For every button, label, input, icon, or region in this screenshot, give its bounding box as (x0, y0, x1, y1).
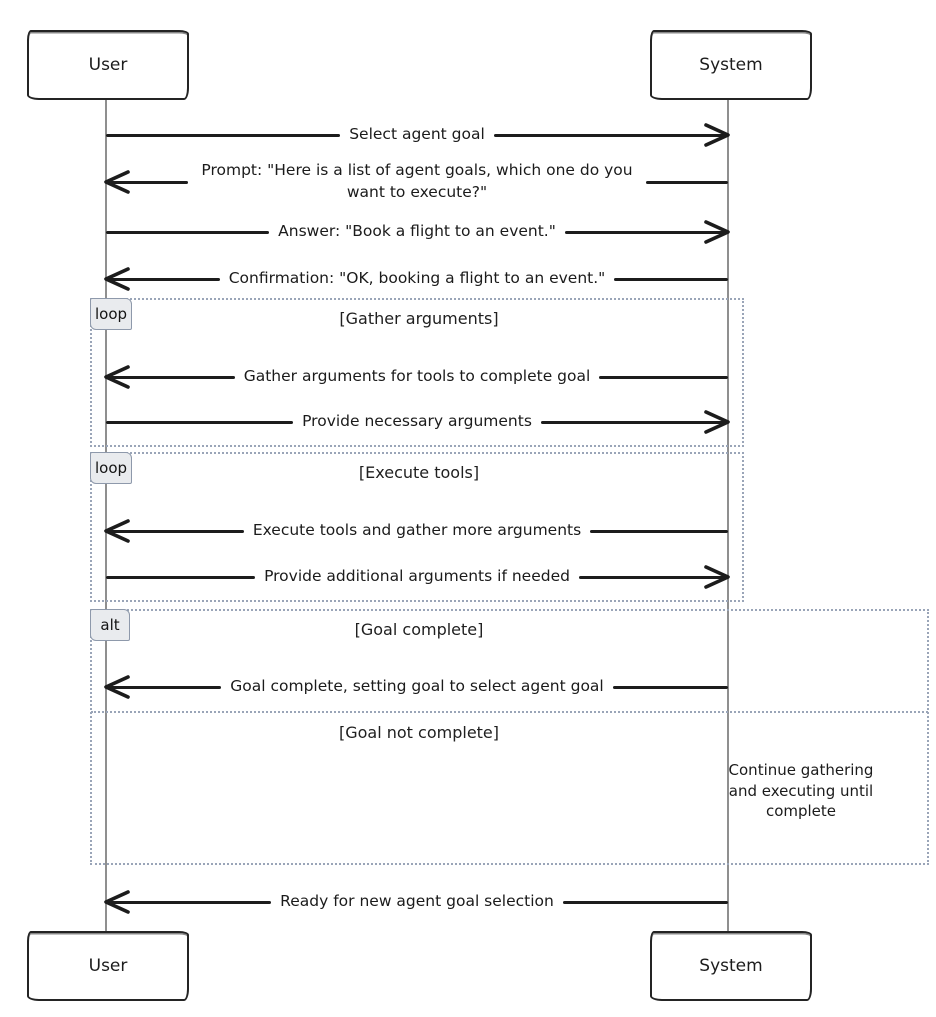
arrowhead-left-icon (104, 365, 131, 389)
message-provide-necessary-arguments (106, 410, 728, 434)
arrow-shaft (106, 231, 269, 234)
note-continue-gathering: Continue gathering and executing until complete (728, 761, 874, 821)
message-label: Select agent goal (349, 125, 485, 144)
arrow-shaft (494, 134, 728, 137)
actor-user-label: User (88, 956, 128, 976)
actor-user-top-box (27, 30, 189, 100)
actor-user-bottom-box (27, 931, 189, 1001)
arrow-shaft (590, 530, 728, 533)
message-label: Gather arguments for tools to complete goal (243, 367, 591, 386)
arrow-shaft (613, 686, 728, 689)
arrow-shaft (106, 421, 293, 424)
alt-condition-goal-not-complete: [Goal not complete] (338, 723, 500, 742)
alt-frame-label: alt (90, 609, 130, 641)
message-gather-arguments (106, 365, 728, 389)
message-select-agent-goal (106, 123, 728, 147)
alt-frame-goal-complete (90, 609, 929, 865)
actor-system-label: System (699, 956, 763, 976)
loop-frame-label: loop (90, 452, 132, 484)
message-provide-additional-arguments (106, 565, 728, 589)
message-label: Provide necessary arguments (302, 412, 532, 431)
message-label: Confirmation: "OK, booking a flight to an event." (228, 269, 606, 288)
arrow-shaft (541, 421, 728, 424)
arrow-shaft (106, 576, 255, 579)
message-label: Provide additional arguments if needed (264, 567, 570, 586)
arrowhead-right-icon (703, 220, 730, 244)
loop-condition-gather-arguments: [Gather arguments] (339, 309, 499, 328)
actor-system-bottom-box (650, 931, 812, 1001)
arrowhead-left-icon (104, 675, 131, 699)
message-execute-tools (106, 519, 728, 543)
arrow-shaft (646, 181, 728, 184)
message-label: Prompt: "Here is a list of agent goals, which one do you want to execute?" (201, 161, 633, 201)
actor-system-top-box (650, 30, 812, 100)
arrowhead-left-icon (104, 890, 131, 914)
arrow-shaft (614, 278, 728, 281)
actor-user-label: User (88, 55, 128, 75)
loop-frame-label: loop (90, 298, 132, 330)
message-label: Execute tools and gather more arguments (252, 521, 582, 540)
arrowhead-left-icon (104, 519, 131, 543)
message-label: Answer: "Book a flight to an event." (278, 222, 556, 241)
arrowhead-right-icon (703, 123, 730, 147)
arrowhead-right-icon (703, 410, 730, 434)
arrowhead-right-icon (703, 565, 730, 589)
arrow-shaft (563, 901, 728, 904)
actor-system-label: System (699, 55, 763, 75)
message-prompt-agent-goals (106, 158, 728, 206)
message-confirmation-booking (106, 267, 728, 291)
alt-divider (91, 711, 928, 713)
message-ready-for-new-goal (106, 890, 728, 914)
arrow-shaft (106, 134, 340, 137)
message-label: Ready for new agent goal selection (280, 892, 554, 911)
arrow-shaft (599, 376, 728, 379)
message-goal-complete (106, 675, 728, 699)
message-label: Goal complete, setting goal to select agent goal (230, 677, 604, 696)
message-answer-book-flight (106, 220, 728, 244)
arrowhead-left-icon (104, 267, 131, 291)
arrowhead-left-icon (104, 170, 131, 194)
alt-condition-goal-complete: [Goal complete] (354, 620, 484, 639)
loop-condition-execute-tools: [Execute tools] (358, 463, 480, 482)
